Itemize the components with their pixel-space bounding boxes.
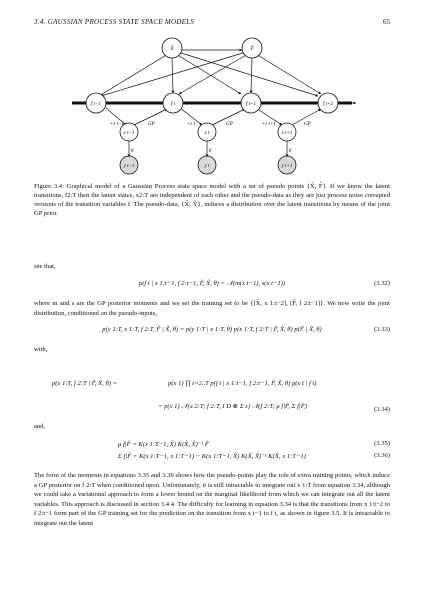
noise-label: +ε t+1 [262,122,276,127]
f-node-t [163,93,183,113]
equation-number: (3.35) [374,440,390,447]
page-number: 65 [383,18,390,26]
paragraph-with: with, [34,346,48,353]
running-header [34,18,390,30]
graphical-model-figure [0,30,424,195]
section-title: 3.4. GAUSSIAN PROCESS STATE SPACE MODELS [34,18,195,26]
gp-label: GP [148,122,155,127]
y-node-label: y t−1 [123,164,135,169]
f-node-t-plus-1 [241,93,261,113]
y-node-t [198,156,216,174]
y-node-label: y t+1 [281,164,293,169]
pseudo-output-label: F̃ [250,47,254,52]
figure-caption: Figure 3.4: Graphical model of a Gaussian Process state space model with a set of pseudo points {X̃, F̃}. If we know the latent transitions, f2:T then the latent states, x2:T are independent of each other and the pseudo-data as they are just process noise corrupted versions of the transition variables f. The pseudo-data, {X̃, Ỹ}, induces a distribution over the latent transitions by means of the joint GP prior. [34,183,390,217]
y-node-label: y t [204,164,210,169]
emission-label: g [209,148,212,153]
noise-label: +ε t [187,122,195,127]
equation-3-34-rhs: p(x 1) ∏ t=2..T p(f t | x 1:t−1, f 2:t−1, F̃, X̃, θ) p(x t | f t) [168,380,317,387]
emission-label: g [289,148,292,153]
paragraph-where: where m and s are the GP posterior moments and we set the training set to be {[X̃, x 1:t−2], [F̃, f 2:t−1]}. We now write the joint distribution, conditioned on the pseudo-inputs, [34,300,390,317]
f-node-label: f t+2 [323,102,333,107]
noise-label: +ε t−1 [110,122,124,127]
equation-3-35: μ f|F̃ = K(x 1:T−1, X̃) K(X̃, X̃)⁻¹ F̃ [118,441,209,448]
x-node-label: x t [204,131,210,136]
y-node-t-plus-1 [278,156,296,174]
equation-number: (3.32) [374,280,390,287]
gp-label: GP [226,122,233,127]
x-node-label: x t−1 [123,131,135,136]
x-node-t-plus-1 [278,123,296,141]
pseudo-input-node [162,38,182,58]
y-node-t-minus-1 [120,156,138,174]
equation-3-34-line2: = p(x 1) 𝒩(x 2:T; f 2:T, I D ⊗ Σ ε) 𝒩(f 2:T; μ f|F̃, Σ f|F̃) [158,403,307,410]
gp-label: GP [304,122,311,127]
f-node-label: f t+1 [246,102,256,107]
f-node-label: f t−1 [91,102,101,107]
equation-3-34-lhs: p(x 1:T, f 2:T | F̃, X̃, θ) = [52,380,117,387]
f-node-t-plus-2 [318,93,338,113]
x-node-label: x t+1 [281,131,293,136]
equation-body: p(y 1:T, x 1:T, f 2:T, F̃ | X̃, θ) = p(y 1:T | x 1:T, θ) p(x 1:T, f 2:T | F̃, X̃, θ) p(F̃ | X̃, θ) [102,326,322,333]
f-node-label: f t [170,102,176,107]
paragraph-and: and, [34,423,46,430]
equation-number: (3.33) [374,326,390,333]
pseudo-input-label: X̃ [170,47,174,52]
equation-3-33 [34,326,390,338]
emission-label: g [131,148,134,153]
equation-number: (3.36) [374,452,390,459]
paragraph-final: The form of the moments in equations 3.35 and 3.36 shows how the pseudo-points play the role of extra training points, which induce a GP posterior on f 2:T when conditioned upon. Unfortunately, it is still intractable to integrate out x 1:T from equation 3.34, although we could take a variational approach to form a lower bound on the marginal likelihood from which we can integrate out all the latent variables. This approach is discussed in section 3.4.4. The difficulty for learning in equation 3.34 is that the transitions from x 1:t−2 to f 2:t−1 form part of the GP training set for the prediction on the transition from x t−1 to f t, as shown in figure 3.5. It is intractable to integrate out the latent [34,472,390,527]
pseudo-output-node [242,38,262,58]
f-node-t-minus-1 [86,93,106,113]
x-node-t [198,123,216,141]
equation-body: p(f t | x 1:t−1, f 2:t−1, F̃, X̃, θ) = 𝒩(m(x t−1), s(x t−1)) [138,280,286,287]
paragraph-see-that: see that, [34,263,56,270]
equation-number: (3.34) [374,406,390,413]
equation-3-32 [34,280,390,292]
equation-3-36: Σ f|F̃ = K(x 1:T−1, x 1:T−1) − K(x 1:T−1, X̃) K(X̃, X̃)⁻¹ K(X̃, x 1:T−1) [118,453,306,460]
